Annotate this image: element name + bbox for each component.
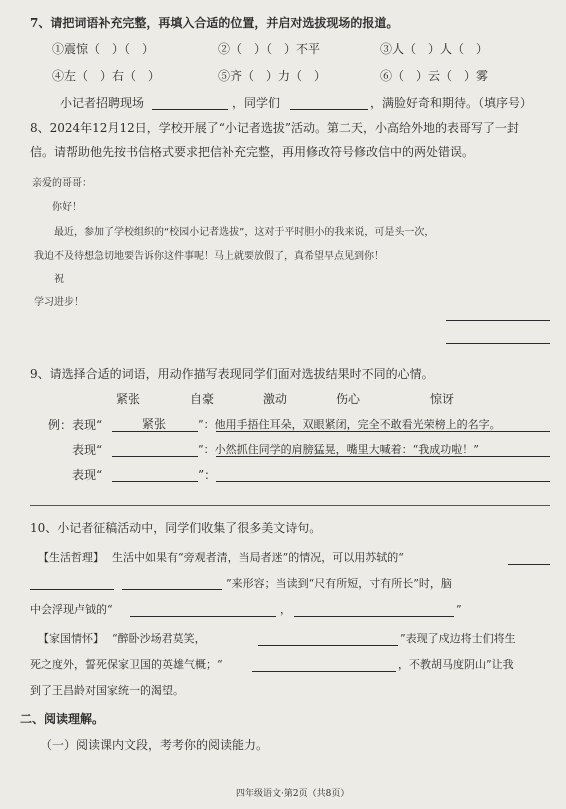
q10-p2-line-2: ”表现了戍边将士们将生 (400, 632, 516, 645)
q9-row3-sentence-blank[interactable] (216, 481, 550, 482)
q7-title: 7、请把词语补充完整，再填入合适的位置，并启对选拔现场的报道。 (30, 16, 399, 30)
q7-sentence-b: ，同学们 (232, 96, 281, 110)
q9-example-sentence-underline (216, 431, 550, 432)
section-2-subtitle: （一）阅读课内文段，考考你的阅读能力。 (40, 738, 269, 752)
q10-p1-line-2: ”来形容；当读到“尺有所短，寸有所长”时，脑 (226, 577, 452, 590)
q10-p1-blank-4[interactable] (130, 616, 276, 617)
q8-intro-line-1: 8、2024年12月12日，学校开展了“小记者选拔”活动。第二天，小高给外地的表哥写了一封 (30, 121, 519, 135)
q7-item-4: ④左（ ）右（ ） (52, 69, 161, 83)
q9-title: 9、请选择合适的词语，用动作描写表现同学们面对选拔结果时不同的心情。 (30, 367, 434, 381)
q9-word-4: 伤心 (336, 392, 361, 406)
q10-p1-blank-2[interactable] (30, 589, 114, 590)
q10-p2-tag: 【家国情怀】 (38, 632, 104, 645)
q10-p1-tag: 【生活哲理】 (38, 551, 104, 564)
letter-wish: 学习进步！ (34, 297, 84, 308)
q10-p2-blank-2[interactable] (252, 671, 396, 672)
q10-p1-line-3: 中会浮现卢钺的“ (30, 603, 113, 616)
q9-example-word: 紧张 (142, 417, 167, 431)
q7-sentence-a: 小记者招聘现场 (60, 96, 145, 110)
letter-hello: 你好！ (52, 202, 82, 213)
q7-item-6: ⑥（ ）云（ ）雾 (380, 69, 489, 83)
q10-p2-line-3: 死之度外，誓死保家卫国的英雄气概；“ (30, 658, 223, 671)
q7-item-2: ②（ ）（ ）不平 (218, 42, 321, 56)
q7-blank-2[interactable] (290, 109, 368, 110)
q9-row2-sentence-underline (216, 456, 550, 457)
q9-word-2: 自豪 (190, 392, 215, 406)
q9-word-3: 激动 (263, 392, 288, 406)
page-footer: 四年级语文·第2页（共8页） (236, 789, 350, 799)
q7-item-1: ①震惊（ ）（ ） (52, 42, 155, 56)
q9-row2-label: 表现“ (72, 443, 103, 457)
q10-p2-line-5: 到了王昌龄对国家统一的渴望。 (30, 684, 184, 697)
q9-row2-sentence: ”：小然抓住同学的肩膀猛晃，嘴里大喊着：“我成功啦！” (198, 443, 479, 456)
q9-word-1: 紧张 (116, 392, 141, 406)
q9-divider (30, 505, 550, 506)
q7-item-5: ⑤齐（ ）力（ ） (218, 69, 327, 83)
letter-zhu: 祝 (54, 274, 64, 285)
q8-intro-line-2: 信。请帮助他先按书信格式要求把信补充完整，再用修改符号修改信中的两处错误。 (30, 145, 475, 159)
q10-p2-line-1: “醉卧沙场君莫笑， (112, 632, 206, 645)
q7-sentence-c: ，满脸好奇和期待。（填序号） (370, 96, 533, 110)
section-2-title: 二、阅读理解。 (20, 712, 105, 726)
letter-date-blank[interactable] (446, 343, 550, 344)
q10-p1-blank-3[interactable] (122, 589, 222, 590)
letter-body-line-1: 最近，参加了学校组织的“校园小记者选拔”，这对于平时胆小的我来说，可是头一次， (54, 227, 435, 238)
q10-close-quote: ” (456, 603, 462, 616)
q10-p2-blank-1[interactable] (258, 645, 398, 646)
q7-item-3: ③人（ ）人（ ） (380, 42, 489, 56)
q9-row2-word-blank[interactable] (112, 456, 198, 457)
letter-body-line-2: 我迫不及待想急切地要告诉你这件事呢！马上就要放假了，真希望早点见到你！ (34, 251, 384, 262)
q10-p1-line-1: 生活中如果有“旁观者清，当局者迷”的情况，可以用苏轼的“ (112, 551, 404, 564)
q10-p1-blank-1[interactable] (508, 564, 550, 565)
q9-word-5: 惊讶 (430, 392, 455, 406)
q9-row3-label: 表现“ (72, 468, 103, 482)
q10-p2-line-4: ，不教胡马度阴山”让我 (398, 658, 514, 671)
q9-row3-word-blank[interactable] (112, 481, 198, 482)
letter-signature-blank[interactable] (446, 320, 550, 321)
q9-example-sentence: ”：他用手捂住耳朵，双眼紧闭，完全不敢看光荣榜上的名字。 (198, 418, 501, 431)
letter-greeting: 亲爱的哥哥： (32, 178, 92, 189)
q9-row3-sentence: ”： (198, 468, 217, 482)
q10-comma: ， (280, 603, 291, 616)
q7-blank-1[interactable] (152, 109, 228, 110)
q9-example-underline (112, 431, 198, 432)
q10-title: 10、小记者征稿活动中，同学们收集了很多美文诗句。 (30, 521, 322, 535)
q9-example-label: 例：表现“ (48, 418, 103, 432)
q10-p1-blank-5[interactable] (294, 616, 454, 617)
